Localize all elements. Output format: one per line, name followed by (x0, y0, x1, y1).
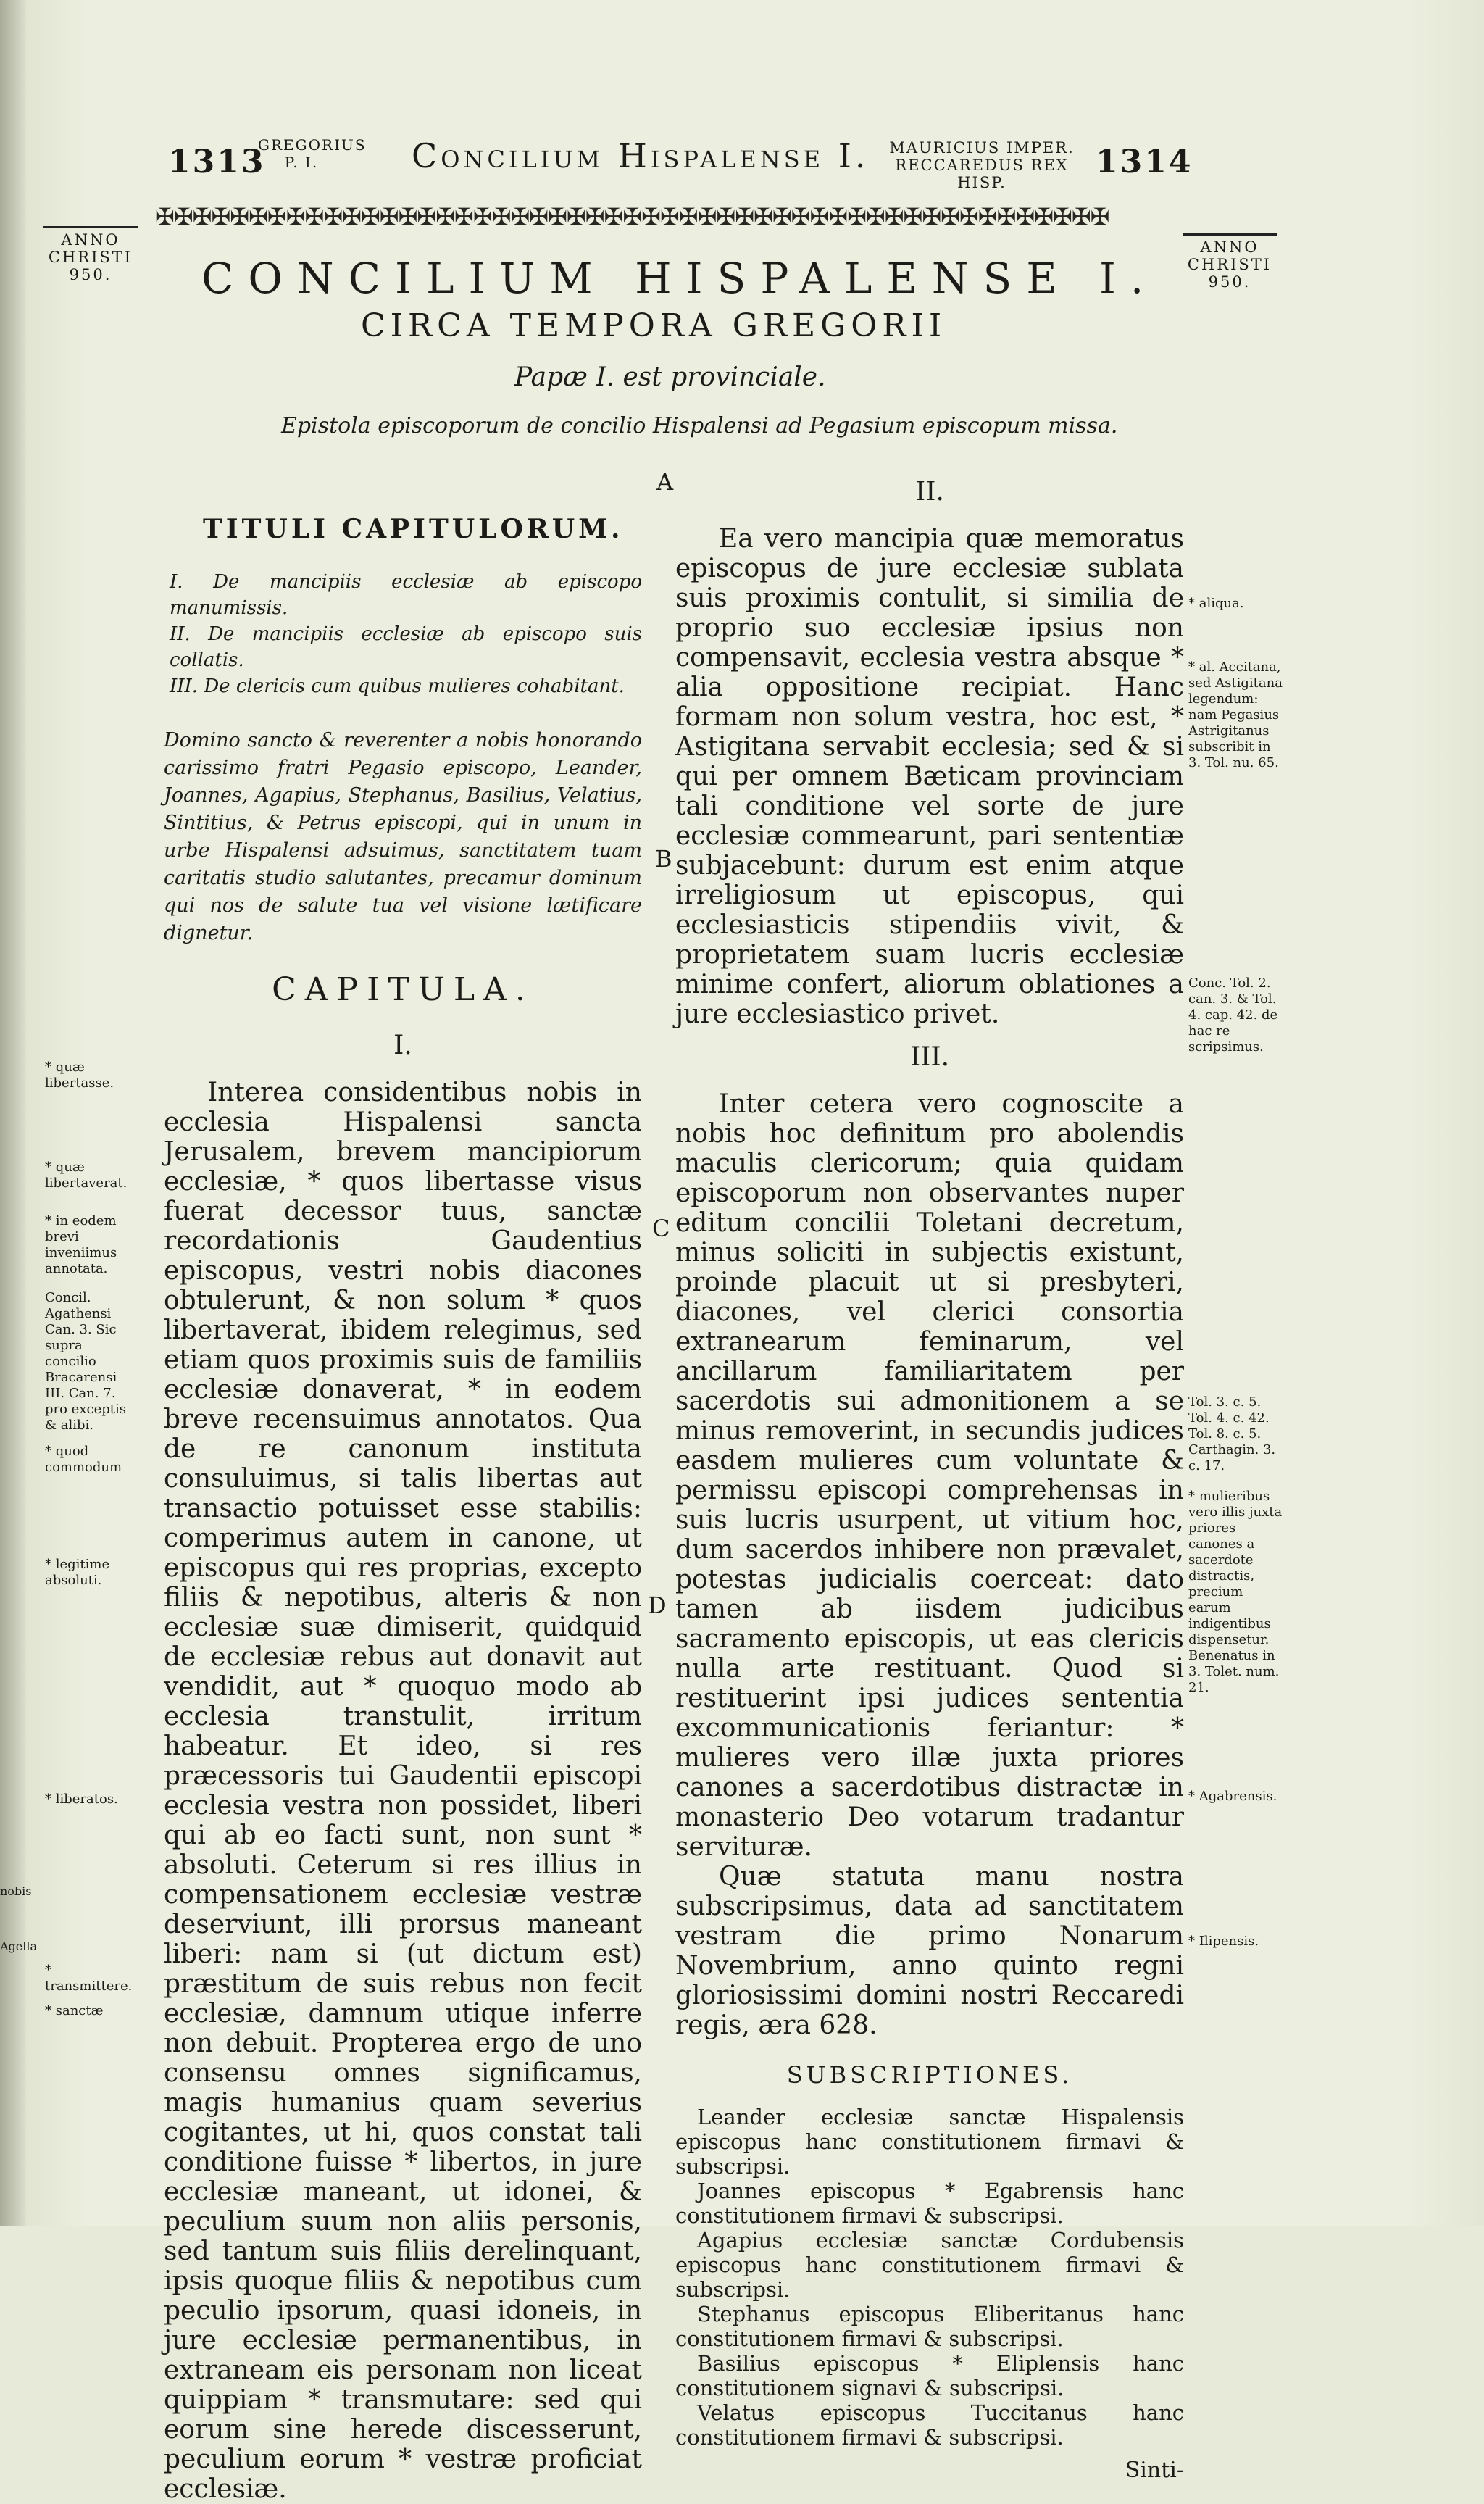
council-subtitle: CIRCA TEMPORA GREGORII (361, 307, 947, 344)
chapter-2-text: Ea vero mancipia quæ memoratus episcopus de jure ecclesiæ sublata suis proximis contulit, si similia de proprio suo ecclesiæ ipsius non compensavit, ecclesia vestra absque * alia oppositione recipiat. Hanc formam non solum vestra, hoc est, * Astigitana servabit ecclesia; sed & si qui per omnem Bæticam provinciam tali conditione vel sorte de jure ecclesiæ commearunt, pari sententiæ subjacebunt: durum est enim atque irreligiosum ut episcopus, qui ecclesiasticis stipendiis vivit, & proprietatem suam lucris ecclesiæ minime confert, aliorum oblationes a jure ecclesiastico privet. (675, 524, 1184, 1029)
salutation-paragraph: Domino sancto & reverenter a nobis honorando carissimo fratri Pegasio episcopo, Leander, Joannes, Agapius, Stephanus, Basilius, Velatius, Sintitius, & Petrus episcopi, qui in unum in urbe Hispalensi adsuimus, sanctitatem tuam caritatis studio salutantes, precamur dominum qui nos de salute tua vel visione lætificare dignetur. (164, 729, 642, 944)
right-margin-note: * Agabrensis. (1188, 1789, 1277, 1804)
tituli-heading: TITULI CAPITULORUM. (203, 514, 624, 544)
subscription-line: Velatus episcopus Tuccitanus hanc constitutionem firmavi & subscripsi. (675, 2400, 1184, 2450)
chapter-1-heading: I. (393, 1031, 412, 1060)
anno-right-line-2: CHRISTI (1187, 256, 1272, 273)
running-head-title: Concilium Hispalense I. (412, 136, 870, 175)
capitula-heading: CAPITULA. (272, 971, 534, 1008)
left-tag-line-1: GREGORIUS (258, 136, 367, 154)
right-margin-note: Conc. Tol. 2. can. 3. & Tol. 4. cap. 42. de hac re scripsimus. (1188, 976, 1278, 1055)
right-page-number: 1314 (1096, 143, 1193, 180)
ref-letter-c: C (652, 1215, 670, 1242)
epistola-line: Epistola episcoporum de concilio Hispalensi ad Pegasium episcopum missa. (281, 413, 1118, 438)
subscription-line: Stephanus episcopus Eliberitanus hanc constitutionem firmavi & subscripsi. (675, 2302, 1184, 2351)
anno-right-line-3: 950. (1208, 273, 1251, 291)
titulus-item: I. De mancipiis ecclesiæ ab episcopo manumissis. (170, 571, 642, 619)
edge-fragment: nobis (0, 1884, 32, 1898)
titulus-item: III. De clericis cum quibus mulieres cohabitant. (170, 675, 625, 697)
subscription-line: Leander ecclesiæ sanctæ Hispalensis episcopus hanc constitutionem firmavi & subscripsi. (675, 2105, 1184, 2179)
chapter-3-heading: III. (909, 1042, 950, 1072)
left-margin-note: * quæ libertasse. (45, 1060, 114, 1091)
titulus-item: II. De mancipiis ecclesiæ ab episcopo suis collatis. (170, 623, 642, 671)
right-tag-line-2: RECCAREDUS REX HISP. (895, 157, 1069, 191)
anno-left-line-2: CHRISTI (48, 249, 133, 266)
left-margin-note: * quæ libertaverat. (45, 1160, 128, 1191)
papae-line: Papæ I. est provinciale. (514, 362, 826, 392)
anno-left-line-3: 950. (69, 266, 112, 283)
subscription-line: Joannes episcopus * Egabrensis hanc constitutionem firmavi & subscripsi. (675, 2179, 1184, 2228)
council-title: CONCILIUM HISPALENSE I. (201, 254, 1159, 303)
left-margin-note: * sanctæ (45, 2003, 104, 2018)
left-margin-note: Concil. Agathensi Can. 3. Sic supra concilio Bracarensi III. Can. 7. pro exceptis & alibi. (45, 1290, 126, 1433)
left-margin-note: * quod commodum (45, 1444, 122, 1475)
chapter-2-heading: II. (915, 477, 944, 507)
running-head-left-tag (258, 136, 367, 171)
right-margin-note: * mulieribus vero illis juxta priores canones a sacerdote distractis, precium earum indigentibus dispensetur. Benenatus in 3. Tolet. num. 21. (1188, 1489, 1283, 1695)
chapter-3-closing: Quæ statuta manu nostra subscripsimus, data ad sanctitatem vestram die primo Nonarum Novembrium, anno quinto regni gloriosissimi domini nostri Reccaredi regis, æra 628. (675, 1862, 1184, 2040)
subscription-line: Basilius episcopus * Eliplensis hanc constitutionem signavi & subscripsi. (675, 2351, 1184, 2400)
edge-fragment: Agella (0, 1939, 38, 1953)
catchword: Sinti- (1125, 2458, 1184, 2483)
left-column (164, 515, 642, 2504)
anno-christi-right (1183, 233, 1277, 291)
chapter-1-text: Interea considentibus nobis in ecclesia Hispalensi sancta Jerusalem, brevem mancipiorum ecclesiæ, * quos libertasse visus fuerat decessor tuus, sanctæ recordationis Gaudentius episcopus, vestri nobis diacones obtulerunt, & non solum * quos libertaverat, ibidem relegimus, sed etiam quos proximis suis de familiis ecclesiæ donaverat, * in eodem breve recensuimus annotatos. Qua de re canonum instituta consuluimus, si talis libertas aut transactio potuisset esse stabilis: comperimus autem in canone, ut episcopus qui res proprias, excepto filiis & nepotibus, alteris & non ecclesiæ suæ dimiserit, quidquid de ecclesiæ rebus aut donavit aut vendidit, aut * quoquo modo ab ecclesia transtulit, irritum habeatur. Et ideo, si res præcessoris tui Gaudentii episcopi ecclesia vestra non possidet, liberi qui ab eo facti sunt, non sunt * absoluti. Ceterum si res illius in compensationem ecclesiæ vestræ deserviunt, illi prorsus maneant liberi: nam si (ut dictum est) præstitum de suis rebus non fecit ecclesiæ, damnum utique inferre non debuit. Propterea ergo de uno consensu omnes significamus, magis humanius quam severius cogitantes, ut hi, quos constat tali conditione fuisse * libertos, in jure ecclesiæ maneant, ut idonei, & peculium suum non aliis personis, sed tantum suis filiis derelinquant, ipsis quoque filiis & nepotibus cum peculio ipsorum, quasi idoneis, in jure ecclesiæ permanentibus, in extraneam eis personam non liceat quippiam * transmutare: sed qui eorum sine herede discesserunt, peculium eorum * vestræ proficiat ecclesiæ. (164, 1078, 642, 2504)
left-margin-note: * in eodem brevi inveniimus annotata. (45, 1213, 117, 1276)
anno-left-line-1: ANNO (61, 231, 120, 249)
right-margin-note: * Ilipensis. (1188, 1934, 1259, 1949)
ref-letter-b: B (655, 845, 672, 873)
left-page-number: 1313 (168, 143, 266, 180)
tituli-list (164, 569, 642, 699)
subscriptiones-heading: SUBSCRIPTIONES. (786, 2061, 1073, 2089)
left-margin-note: * legitime absoluti. (45, 1557, 110, 1588)
left-margin-note: * liberatos. (45, 1792, 118, 1807)
running-head-right-tag (877, 139, 1087, 191)
left-margin-note: * transmittere. (45, 1963, 133, 1994)
anno-christi-left (43, 226, 138, 283)
right-margin-note: * al. Accitana, sed Astigitana legendum: nam Pegasius Astrigitanus subscribit in 3. Tol. nu. 65. (1188, 660, 1283, 770)
ornamental-band: ✠✠✠✠✠✠✠✠✠✠✠✠✠✠✠✠✠✠✠✠✠✠✠✠✠✠✠✠✠✠✠✠✠✠✠✠✠✠✠✠✠✠✠✠✠✠✠✠✠✠✠ (155, 204, 1109, 229)
ref-letter-a: A (656, 468, 674, 496)
right-margin-note: * aliqua. (1188, 596, 1244, 611)
ref-letter-d: D (648, 1592, 667, 1619)
subscription-line: Agapius ecclesiæ sanctæ Cordubensis episcopus hanc constitutionem firmavi & subscripsi. (675, 2228, 1184, 2302)
right-margin-note: Tol. 3. c. 5. Tol. 4. c. 42. Tol. 8. c. 5. Carthagin. 3. c. 17. (1188, 1394, 1276, 1473)
anno-right-line-1: ANNO (1200, 238, 1259, 256)
left-tag-line-2: P. I. (284, 154, 319, 171)
right-column (675, 477, 1184, 2485)
right-tag-line-1: MAURICIUS IMPER. (889, 139, 1075, 157)
chapter-3-text: Inter cetera vero cognoscite a nobis hoc definitum pro abolendis maculis clericorum; quia quidam episcoporum non observantes nuper editum concilii Toletani decretum, minus soliciti in subjectis existunt, proinde placuit ut si presbyteri, diacones, vel clerici consortia extranearum feminarum, vel ancillarum familiaritatem per sacerdotis sui admonitionem a se minus removerint, in secundis judices easdem mulieres cum voluntate & permissu episcopi comprehensas in suis lucris usurpent, ut vitium hoc, dum sacerdos inhibere non prævalet, potestas judicialis coerceat: dato tamen ab iisdem judicibus sacramento episcopis, ut eas clericis nulla arte restituant. Quod si restituerint ipsi judices sententia excommunicationis feriantur: * mulieres vero illæ juxta priores canones a sacerdotibus distractæ in monasterio Deo votarum tradantur servituræ. (675, 1089, 1184, 1862)
